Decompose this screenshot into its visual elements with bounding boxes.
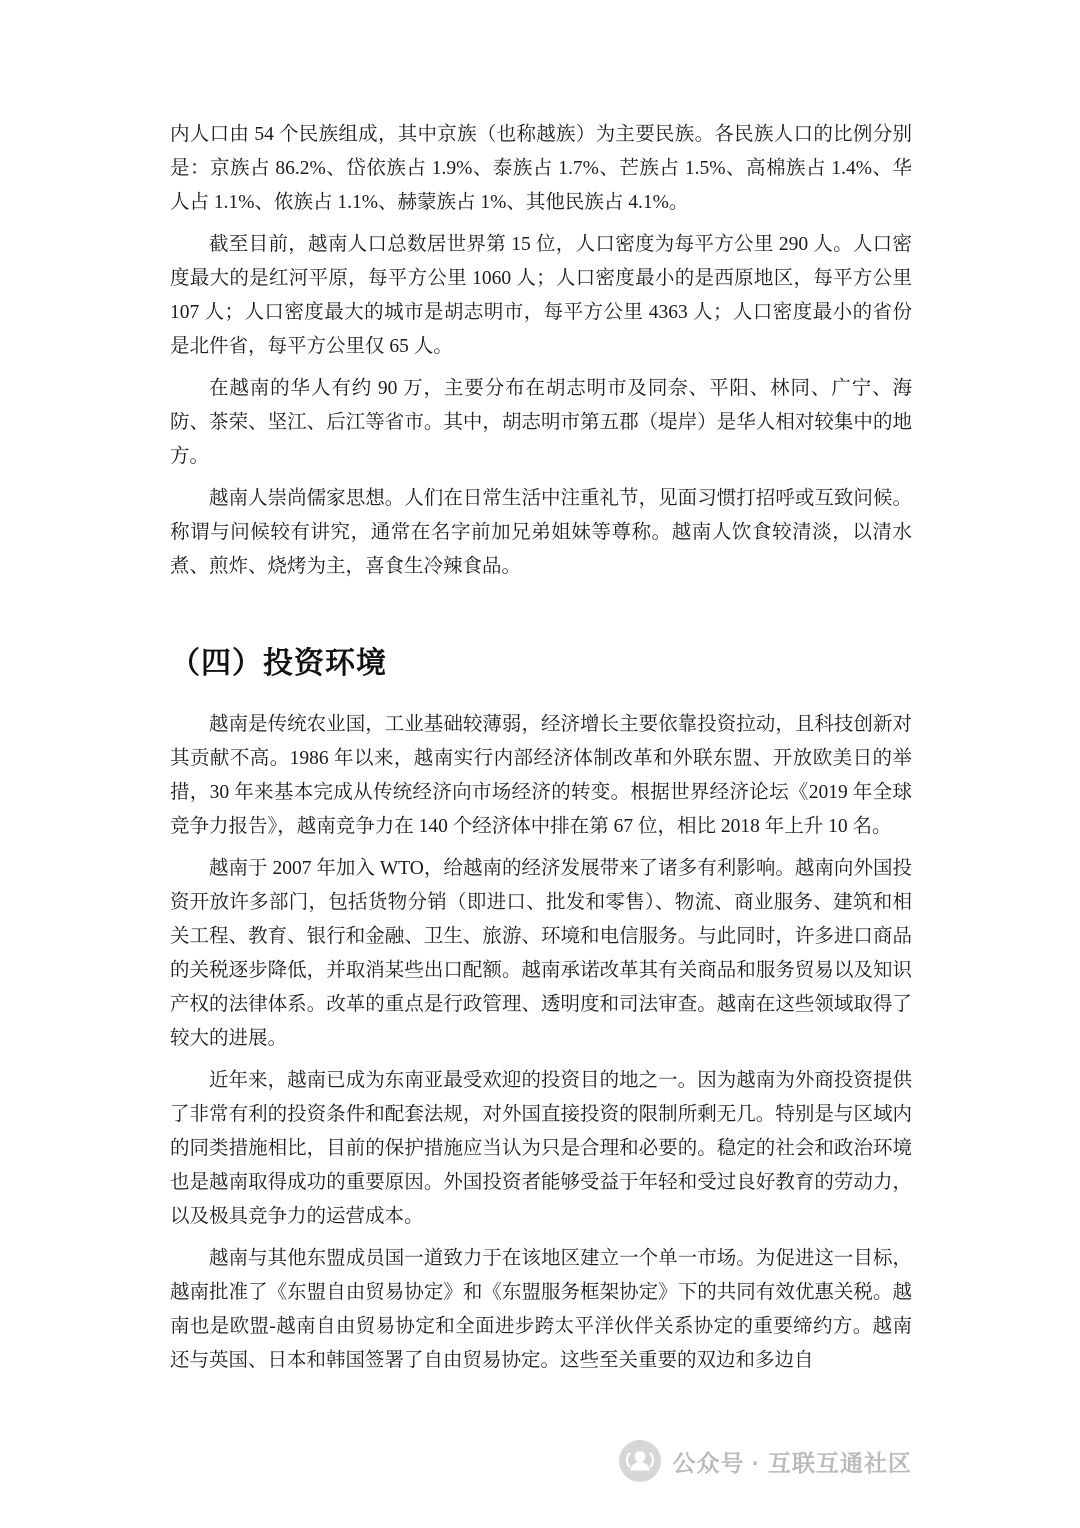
paragraph-investment-destination: 近年来，越南已成为东南亚最受欢迎的投资目的地之一。因为越南为外商投资提供了非常有利的投资条件和配套法规，对外国直接投资的限制所剩无几。特别是与区域内的同类措施相比，目前的保护措施应当认为只是合理和必要的。稳定的社会和政治环境也是越南取得成功的重要原因。外国投资者能够受益于年轻和受过良好教育的劳动力，以及极具竞争力的运营成本。 xyxy=(170,1070,912,1227)
watermark xyxy=(619,1440,912,1482)
watermark-text: 公众号 · 互联互通社区 xyxy=(672,1449,912,1476)
paragraph-chinese-community: 在越南的华人有约 90 万，主要分布在胡志明市及同奈、平阳、林同、广宁、海防、茶荣、坚江、后江等省市。其中，胡志明市第五郡（堤岸）是华人相对较集中的地方。 xyxy=(170,378,912,467)
paragraph-trade-agreements: 越南与其他东盟成员国一道致力于在该地区建立一个单一市场。为促进这一目标，越南批准了《东盟自由贸易协定》和《东盟服务框架协定》下的共同有效优惠关税。越南也是欧盟-越南自由贸易协定和全面进步跨太平洋伙伴关系协定的重要缔约方。越南还与英国、日本和韩国签署了自由贸易协定。这些至关重要的双边和多边自 xyxy=(170,1248,912,1371)
paragraph-culture-customs: 越南人崇尚儒家思想。人们在日常生活中注重礼节，见面习惯打招呼或互致问候。称谓与问候较有讲究，通常在名字前加兄弟姐妹等尊称。越南人饮食较清淡，以清水煮、煎炸、烧烤为主，喜食生冷辣食品。 xyxy=(170,488,912,577)
document-page xyxy=(170,118,912,1386)
paragraph-population-density: 截至目前，越南人口总数居世界第 15 位，人口密度为每平方公里 290 人。人口密度最大的是红河平原，每平方公里 1060 人；人口密度最小的是西原地区，每平方公里 107 人；人口密度最大的城市是胡志明市，每平方公里 4363 人；人口密度最小的省份是北件省，每平方公里仅 65 人。 xyxy=(170,234,912,357)
paragraph-economy-overview: 越南是传统农业国，工业基础较薄弱，经济增长主要依靠投资拉动，且科技创新对其贡献不高。1986 年以来，越南实行内部经济体制改革和外联东盟、开放欧美日的举措，30 年来基本完成从传统经济向市场经济的转变。根据世界经济论坛《2019 年全球竞争力报告》，越南竞争力在 140 个经济体中排在第 67 位，相比 2018 年上升 10 名。 xyxy=(170,714,912,837)
paragraph-ethnic-composition: 内人口由 54 个民族组成，其中京族（也称越族）为主要民族。各民族人口的比例分别是：京族占 86.2%、岱依族占 1.9%、泰族占 1.7%、芒族占 1.5%、高棉族占 1.4%、华人占 1.1%、侬族占 1.1%、赫蒙族占 1%、其他民族占 4.1%。 xyxy=(170,124,912,213)
section-heading-investment-environment: （四）投资环境 xyxy=(170,647,387,680)
wechat-official-account-icon xyxy=(619,1440,661,1482)
paragraph-wto-accession: 越南于 2007 年加入 WTO，给越南的经济发展带来了诸多有利影响。越南向外国投资开放许多部门，包括货物分销（即进口、批发和零售）、物流、商业服务、建筑和相关工程、教育、银行和金融、卫生、旅游、环境和电信服务。与此同时，许多进口商品的关税逐步降低，并取消某些出口配额。越南承诺改革其有关商品和服务贸易以及知识产权的法律体系。改革的重点是行政管理、透明度和司法审查。越南在这些领域取得了较大的进展。 xyxy=(170,858,912,1049)
